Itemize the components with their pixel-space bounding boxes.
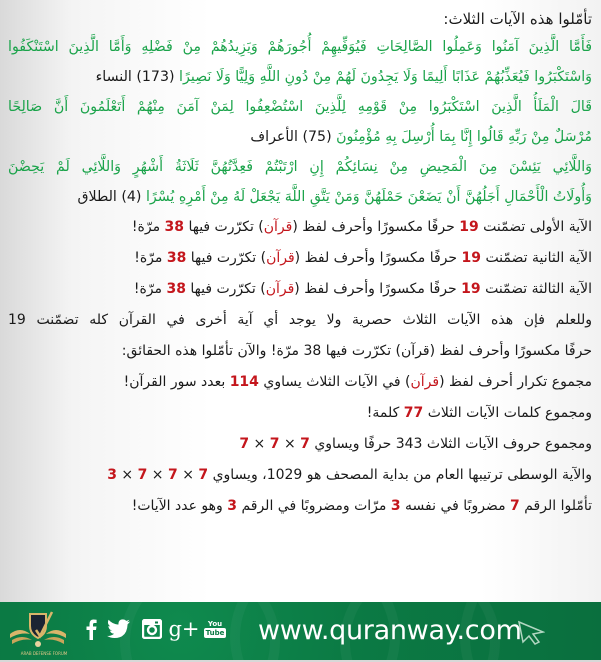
fact-text: ) تكرّرت فيها	[190, 250, 267, 266]
fact-number: 3	[390, 498, 401, 514]
fact-number: 3	[107, 467, 117, 483]
fact-text: حرفًا مكسورًا وأحرف لفظ (	[292, 219, 455, 235]
intro-heading: تأمّلوا هذه الآيات الثلاث:	[443, 10, 592, 28]
fact-number: 19	[459, 219, 479, 235]
times-sign: ×	[151, 467, 164, 483]
instagram-icon[interactable]	[136, 619, 168, 639]
fact-number: 19	[461, 281, 481, 297]
verse-2-text: مُرْسَلٌ مِنْ رَبِّهِ قَالُوا إِنَّا بِمَا أُرْسِلَ بِهِ مُؤْمِنُونَ	[336, 129, 592, 145]
youtube-label-bottom: Tube	[205, 629, 225, 637]
sum-words	[8, 398, 592, 429]
fact-text: وهو عدد الآيات!	[131, 498, 223, 514]
fact-number: 3	[227, 498, 237, 514]
social-links	[80, 616, 230, 642]
cursor-arrow-icon	[517, 620, 545, 650]
fact-verse-3	[8, 274, 592, 305]
quran-word: قرآن	[410, 374, 440, 390]
fact-text: مرّة!	[131, 219, 161, 235]
google-plus-label: g+	[168, 617, 200, 641]
fact-text: تأمّلوا الرقم	[524, 498, 592, 514]
fact-number: 19	[461, 250, 481, 266]
verse-1-line-1: فَأَمَّا الَّذِينَ آمَنُوا وَعَمِلُوا الصَّالِحَاتِ فَيُوَفِّيهِمْ أُجُورَهُمْ وَيَزِيدُهُمْ مِنْ فَضْلِهِ وَأَمَّا الَّذِينَ اسْتَنْكَفُوا	[8, 39, 592, 55]
times-sign: ×	[283, 436, 296, 452]
fact-verse-2	[8, 243, 592, 274]
footer-banner	[0, 602, 601, 662]
fact-text: ) في الآيات الثلاث يساوي	[263, 374, 411, 390]
fact-text: مضروبًا في نفسه	[405, 498, 506, 514]
quran-word: قرآن	[263, 219, 293, 235]
twitter-icon[interactable]	[102, 619, 136, 639]
fact-text: الآية الثانية تضمّنت	[485, 250, 592, 266]
verse-3-text: وَأُولَاتُ الْأَحْمَالِ أَجَلُهُنَّ أَنْ يَضَعْنَ حَمْلَهُنَّ وَمَنْ يَتَّقِ اللَّهَ يَجْعَلْ لَهُ مِنْ أَمْرِهِ يُسْرًا	[145, 189, 592, 205]
verse-3-line-2	[8, 182, 592, 212]
fact-text: الآية الثالثة تضمّنت	[485, 281, 592, 297]
fact-number: 7	[510, 498, 520, 514]
verse-3-line-1: وَاللَّائِي يَئِسْنَ مِنَ الْمَحِيضِ مِنْ نِسَائِكُمْ إِنِ ارْتَبْتُمْ فَعِدَّتُهُنَّ ثَلَاثَةُ أَشْهُرٍ وَاللَّائِي لَمْ يَحِضْنَ	[8, 159, 592, 175]
fact-text: ) تكرّرت فيها	[190, 281, 266, 297]
facebook-icon[interactable]	[80, 618, 102, 640]
fact-text: والآية الوسطى ترتيبها العام من بداية المصحف هو 1029، ويساوي	[212, 467, 592, 483]
quran-word: قرآن	[265, 281, 295, 297]
fact-number: 38	[166, 281, 186, 297]
times-sign: ×	[182, 467, 194, 483]
fact-number: 38	[166, 250, 187, 266]
fact-text: بعدد سور القرآن!	[123, 374, 226, 390]
fact-text: حرفًا مكسورًا وأحرف لفظ (	[294, 281, 457, 297]
youtube-icon[interactable]	[200, 620, 230, 638]
fact-text: مجموع تكرار أحرف لفظ (	[439, 374, 592, 390]
fact-text: ومجموع كلمات الآيات الثلاث	[427, 405, 592, 421]
fact-text: ومجموع حروف الآيات الثلاث 343 حرفًا ويساوي	[314, 436, 592, 452]
verse-1-line-2	[8, 62, 592, 92]
fact-number: 7	[198, 467, 209, 483]
fact-text: الآية الأولى تضمّنت	[483, 219, 592, 235]
note-line-1: وللعلم فإن هذه الآيات الثلاث حصرية ولا يوجد أي آية أخرى في القرآن كله تضمّنت 19	[8, 312, 592, 328]
verse-2-line-2	[8, 122, 592, 152]
verse-2-line-1: قَالَ الْمَلَأُ الَّذِينَ اسْتَكْبَرُوا مِنْ قَوْمِهِ لِلَّذِينَ اسْتُضْعِفُوا لِمَنْ آمَنَ مِنْهُمْ أَتَعْلَمُونَ أَنَّ صَالِحًا	[8, 99, 592, 115]
logo-caption: ARAB DEFENSE FORUM	[20, 651, 68, 656]
verse-2-reference: (75) الأعراف	[250, 129, 332, 145]
fact-number: 7	[239, 436, 250, 452]
fact-text: مرّة!	[134, 250, 163, 266]
fact-text: ) تكرّرت فيها	[188, 219, 264, 235]
fact-number: 7	[167, 467, 178, 483]
middle-verse	[8, 460, 592, 491]
fact-number: 38	[164, 219, 185, 235]
fact-text: مرّات ومضروبًا في الرقم	[241, 498, 387, 514]
verse-1-text: وَاسْتَكْبَرُوا فَيُعَذِّبُهُمْ عَذَابًا أَلِيمًا وَلَا يَجِدُونَ لَهُمْ مِنْ دُونِ اللَّهِ وَلِيًّا وَلَا نَصِيرًا	[179, 69, 592, 85]
times-sign: ×	[121, 467, 134, 483]
sum-letters	[8, 367, 592, 398]
youtube-label-top: You	[207, 620, 223, 628]
website-link[interactable]: www.quranway.com	[258, 615, 522, 646]
arab-defense-forum-logo[interactable]	[6, 608, 70, 660]
fact-number: 7	[137, 467, 148, 483]
google-plus-icon[interactable]	[168, 618, 200, 640]
verse-3-reference: (4) الطلاق	[77, 189, 142, 205]
conclusion	[8, 491, 592, 522]
fact-number: 7	[269, 436, 280, 452]
fact-number: 77	[403, 405, 424, 421]
fact-number: 7	[300, 436, 310, 452]
fact-text: مرّة!	[133, 281, 163, 297]
times-sign: ×	[253, 436, 266, 452]
sum-chars	[8, 429, 592, 460]
shield-wings-icon	[6, 608, 70, 652]
quran-word: قرآن	[266, 250, 295, 266]
fact-number: 114	[229, 374, 259, 390]
fact-verse-1	[8, 212, 592, 243]
fact-text: كلمة!	[366, 405, 400, 421]
fact-text: حرفًا مكسورًا وأحرف لفظ (	[294, 250, 458, 266]
verse-1-reference: (173) النساء	[95, 69, 175, 85]
note-line-2: حرفًا مكسورًا وأحرف لفظ (قرآن) تكرّرت فيها 38 مرّة! والآن تأمّلوا هذه الحقائق:	[121, 343, 592, 359]
